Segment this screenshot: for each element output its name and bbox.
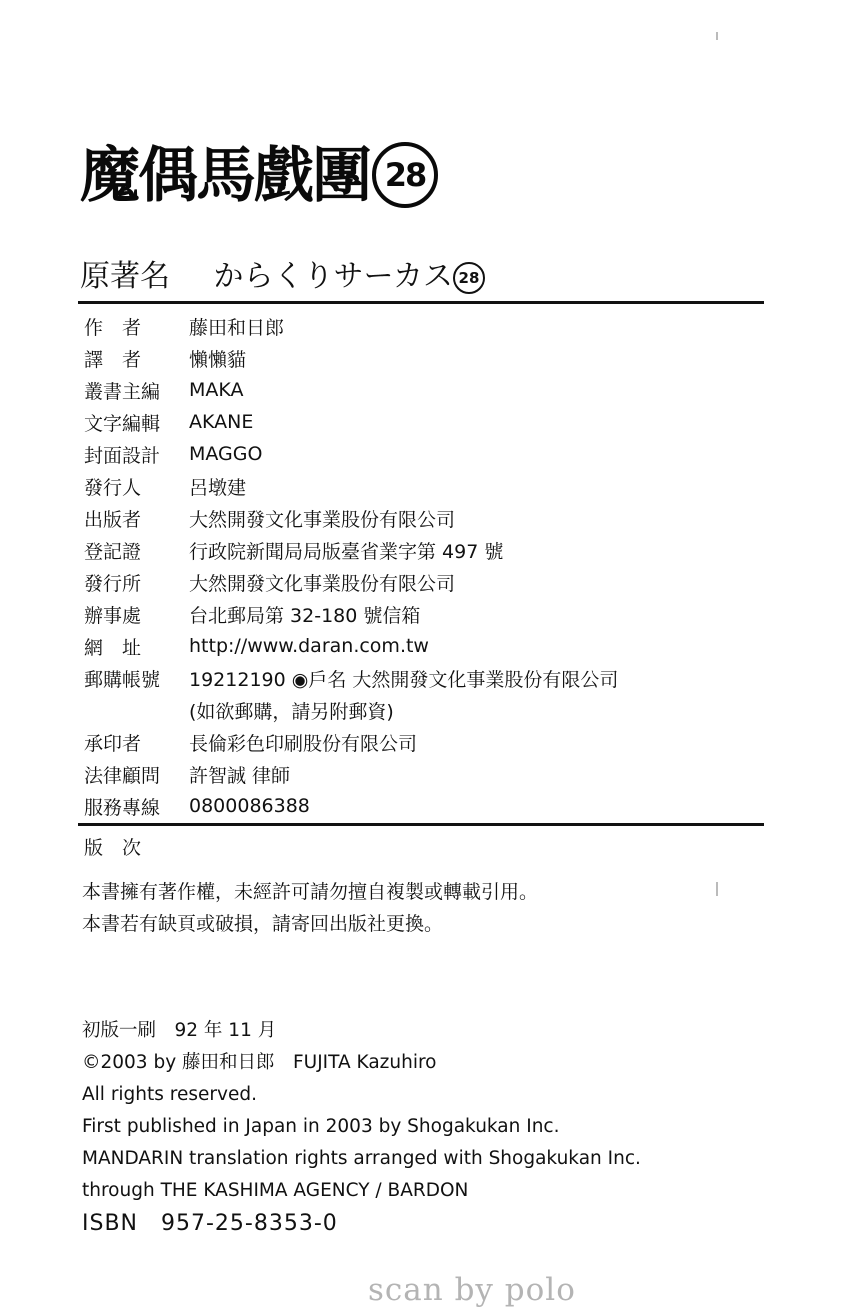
credit-row-author: [84, 310, 784, 342]
credit-row-printer: [84, 726, 784, 758]
credit-row-text-editor: [84, 406, 784, 438]
credit-label: 承印者: [84, 732, 142, 755]
agency-line: through THE KASHIMA AGENCY / BARDON: [82, 1180, 469, 1201]
credit-value: 許智誠 律師: [189, 764, 291, 787]
credit-row-registration: [84, 534, 784, 566]
credit-row-website: [84, 630, 784, 662]
defect-notice: 本書若有缺頁或破損，請寄回出版社更換。: [82, 913, 444, 935]
credit-label: 出版者: [84, 508, 142, 531]
credit-value: 19212190 ◉戶名 大然開發文化事業股份有限公司: [189, 668, 619, 691]
credit-value: (如欲郵購，請另附郵資): [189, 700, 394, 723]
credit-label: 譯 者: [84, 348, 142, 371]
credit-row-postal-note: [84, 694, 784, 726]
credit-value: 藤田和日郎: [189, 316, 285, 339]
credit-value: 懶懶貓: [189, 348, 247, 371]
first-printing: 初版一刷 92 年 11 月: [82, 1020, 277, 1041]
credit-value: 大然開發文化事業股份有限公司: [189, 572, 456, 595]
book-title-text: 魔偶馬戲團: [80, 141, 370, 211]
credit-label: 叢書主編: [84, 380, 161, 403]
credit-value: 大然開發文化事業股份有限公司: [189, 508, 456, 531]
book-title: [80, 134, 438, 218]
credit-value: 台北郵局第 32-180 號信箱: [189, 604, 421, 627]
credit-label: 發行人: [84, 476, 142, 499]
volume-number-badge: 28: [372, 142, 438, 208]
credit-row-legal-counsel: [84, 758, 784, 790]
original-volume-badge: 28: [453, 262, 485, 294]
credit-label: 發行所: [84, 572, 142, 595]
original-title-label: 原著名: [80, 259, 170, 294]
credit-value: MAGGO: [189, 443, 263, 465]
credit-label: 作 者: [84, 316, 142, 339]
website-link[interactable]: http://www.daran.com.tw: [189, 635, 429, 657]
credit-label: 文字編輯: [84, 412, 161, 435]
credit-row-distributor: [84, 566, 784, 598]
credit-row-series-editor: [84, 374, 784, 406]
credit-label: 登記證: [84, 540, 142, 563]
first-published: First published in Japan in 2003 by Shogakukan Inc.: [82, 1116, 560, 1137]
credit-row-cover-design: [84, 438, 784, 470]
original-title-text: からくりサーカス: [213, 259, 453, 294]
scan-mark: [716, 882, 718, 896]
credit-label: 法律顧問: [84, 764, 161, 787]
edition-label: 版 次: [84, 837, 142, 859]
credit-row-service-line: [84, 790, 784, 822]
credit-label: 封面設計: [84, 444, 161, 467]
rights-reserved: All rights reserved.: [82, 1084, 257, 1105]
divider-top: [78, 301, 764, 304]
original-title-value: [214, 259, 485, 294]
credit-value: 行政院新聞局局版臺省業字第 497 號: [189, 540, 504, 563]
credit-label: 服務專線: [84, 796, 161, 819]
scanner-watermark: scan by polo: [368, 1272, 576, 1308]
credit-value: AKANE: [189, 411, 254, 433]
copyright-notice: 本書擁有著作權，未經許可請勿擅自複製或轉載引用。: [82, 881, 539, 903]
credit-label: 郵購帳號: [84, 668, 161, 691]
credit-value: MAKA: [189, 379, 244, 401]
publication-info: [82, 1015, 641, 1207]
credit-row-postal-account: [84, 662, 784, 694]
credit-value: 呂墩建: [189, 476, 247, 499]
scan-mark: [716, 32, 718, 40]
copyright-line: ©2003 by 藤田和日郎 FUJITA Kazuhiro: [82, 1052, 437, 1073]
original-title: [80, 255, 485, 299]
credit-row-translator: [84, 342, 784, 374]
divider-middle: [78, 823, 764, 826]
credit-label: 辦事處: [84, 604, 142, 627]
credit-value: 0800086388: [189, 795, 310, 817]
translation-rights: MANDARIN translation rights arranged with Shogakukan Inc.: [82, 1148, 641, 1169]
credit-row-publisher: [84, 502, 784, 534]
isbn: ISBN 957-25-8353-0: [82, 1211, 338, 1236]
credits-list: [84, 310, 784, 822]
credit-row-issuer: [84, 470, 784, 502]
credit-label: 網 址: [84, 636, 142, 659]
credit-value: 長倫彩色印刷股份有限公司: [189, 732, 418, 755]
credit-row-office: [84, 598, 784, 630]
